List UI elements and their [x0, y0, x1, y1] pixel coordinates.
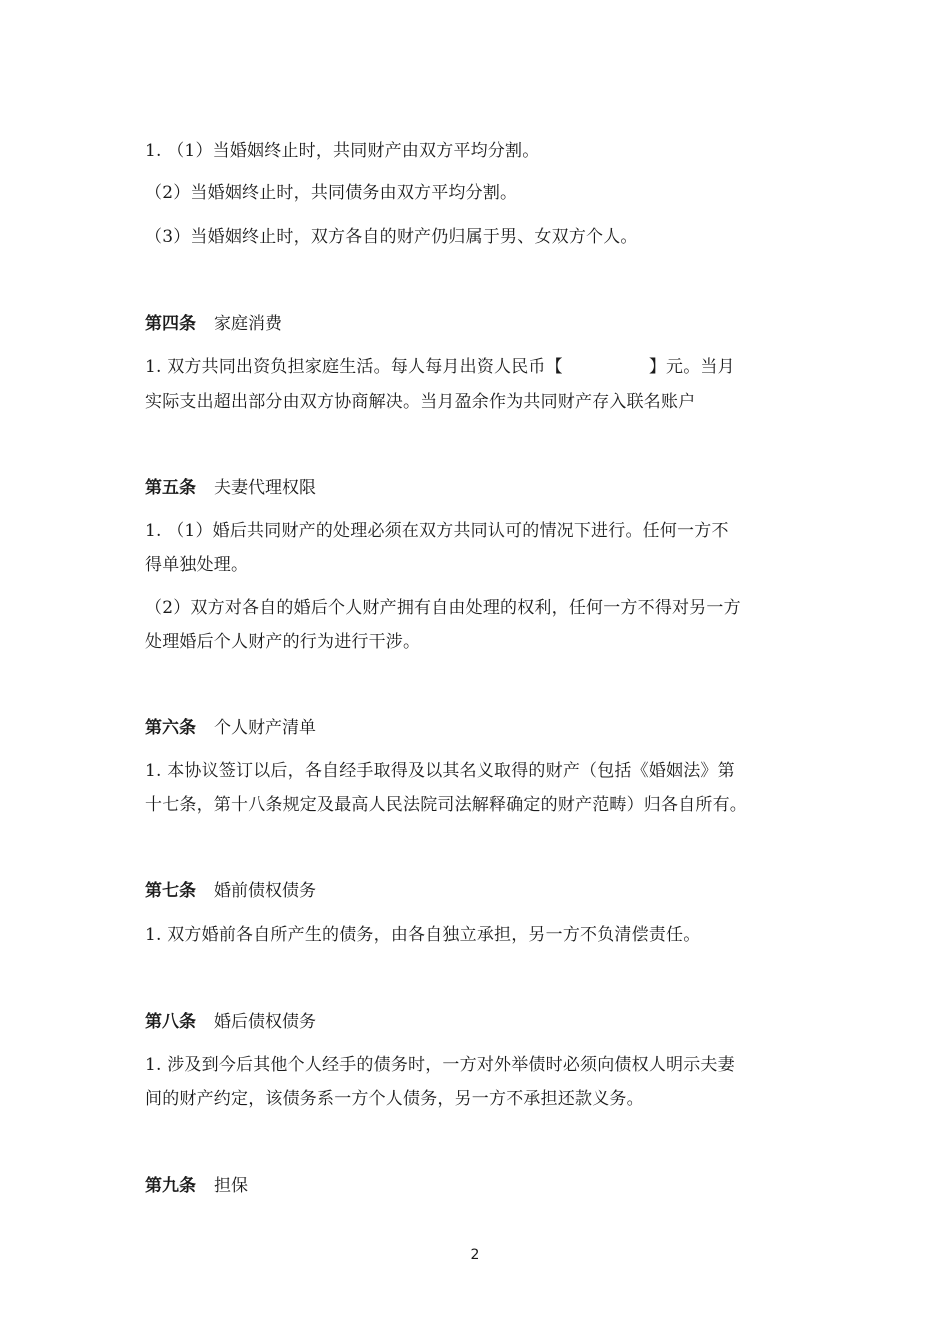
paragraph-line: 实际支出超出部分由双方协商解决。当月盈余作为共同财产存入联名账户 [145, 392, 696, 412]
article-title: 家庭消费 [214, 314, 282, 334]
paragraph-line: 处理婚后个人财产的行为进行干涉。 [145, 632, 421, 652]
paragraph-line: （3）当婚姻终止时，双方各自的财产仍归属于男、女双方个人。 [145, 227, 638, 247]
article-number: 第七条 [145, 881, 196, 901]
article-title: 夫妻代理权限 [214, 478, 316, 498]
article-number: 第四条 [145, 314, 196, 334]
article-number: 第六条 [145, 718, 196, 738]
article-heading [145, 1010, 316, 1034]
page-number: 2 [470, 1247, 480, 1263]
paragraph-line: 十七条，第十八条规定及最高人民法院司法解释确定的财产范畴）归各自所有。 [145, 795, 747, 815]
paragraph-line: 1. 本协议签订以后，各自经手取得及以其名义取得的财产（包括《婚姻法》第 [145, 761, 735, 781]
article-heading [145, 312, 282, 336]
article-title: 个人财产清单 [214, 718, 316, 738]
article-heading [145, 716, 316, 740]
paragraph-line: 间的财产约定，该债务系一方个人债务，另一方不承担还款义务。 [145, 1089, 644, 1109]
paragraph-line: 1. （1）婚后共同财产的处理必须在双方共同认可的情况下进行。任何一方不 [145, 521, 729, 541]
paragraph-line: 得单独处理。 [145, 555, 249, 575]
article-number: 第五条 [145, 478, 196, 498]
paragraph-line: 1. 双方共同出资负担家庭生活。每人每月出资人民币【 】元。当月 [145, 357, 735, 377]
paragraph-line: 1. （1）当婚姻终止时，共同财产由双方平均分割。 [145, 141, 540, 161]
article-heading [145, 1174, 248, 1198]
paragraph-line: 1. 涉及到今后其他个人经手的债务时，一方对外举债时必须向债权人明示夫妻 [145, 1055, 735, 1075]
paragraph-line: （2）双方对各自的婚后个人财产拥有自由处理的权利，任何一方不得对另一方 [145, 598, 741, 618]
article-title: 婚前债权债务 [214, 881, 316, 901]
article-number: 第八条 [145, 1012, 196, 1032]
article-title: 担保 [214, 1176, 248, 1196]
article-title: 婚后债权债务 [214, 1012, 316, 1032]
article-heading [145, 476, 316, 500]
article-number: 第九条 [145, 1176, 196, 1196]
paragraph-line: （2）当婚姻终止时，共同债务由双方平均分割。 [145, 183, 518, 203]
article-heading [145, 879, 316, 903]
paragraph-line: 1. 双方婚前各自所产生的债务，由各自独立承担，另一方不负清偿责任。 [145, 925, 701, 945]
